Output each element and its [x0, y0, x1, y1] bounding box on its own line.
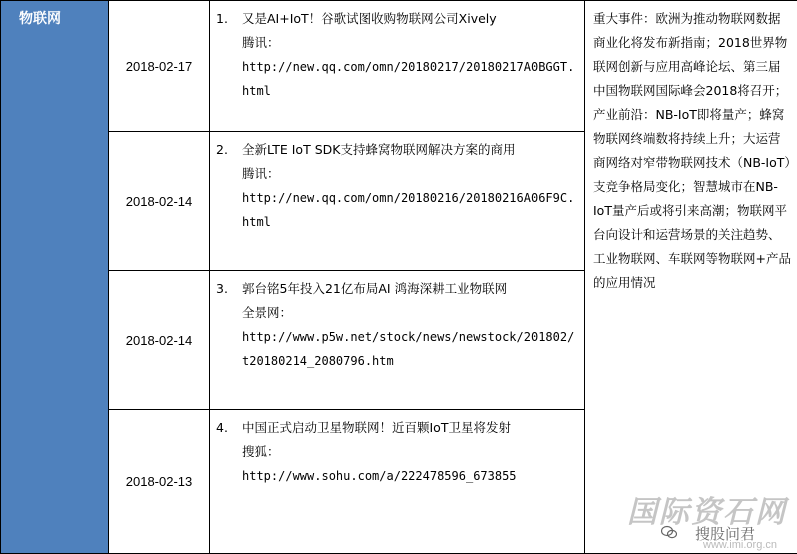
category-label: 物联网 — [19, 11, 61, 27]
watermark-logo: 国际资石网 — [627, 487, 787, 531]
news-title: 全新LTE IoT SDK支持蜂窝物联网解决方案的商用 — [242, 138, 578, 162]
watermark-account: 搜股问君 — [695, 523, 755, 544]
date-text: 2018-02-14 — [126, 333, 193, 348]
date-cell — [109, 1, 210, 132]
news-url-link[interactable]: http://new.qq.com/omn/20180217/20180217A0BGGT.html — [242, 55, 578, 103]
news-item — [210, 410, 585, 554]
news-url-link[interactable]: http://new.qq.com/omn/20180216/20180216A06F9C.html — [242, 186, 578, 234]
summary-text: 重大事件：欧洲为推动物联网数据商业化将发布新指南；2018世界物联网创新与应用高峰论坛、第三届中国物联网国际峰会2018将召开；产业前沿：NB-IoT即将量产；蜂窝物联网终端数将持续上升；大运营商网络对窄带物联网技术（NB-IoT）支竞争格局变化；智慧城市在NB-IoT量产后或将引来高潮；物联网平台向设计和运营场景的关注趋势、工业物联网、车联网等物联网+产品的应用情况 — [593, 7, 791, 295]
news-item — [210, 1, 585, 132]
item-number: 2. — [216, 138, 242, 234]
news-source: 腾讯： — [242, 162, 578, 186]
date-text: 2018-02-13 — [126, 474, 193, 489]
news-source: 全景网： — [242, 301, 578, 325]
news-title: 中国正式启动卫星物联网！近百颗IoT卫星将发射 — [242, 416, 578, 440]
news-title: 郭台铭5年投入21亿布局AI 鸿海深耕工业物联网 — [242, 277, 578, 301]
date-cell — [109, 410, 210, 554]
item-number: 4. — [216, 416, 242, 488]
watermark-url: www.imi.org.cn — [703, 539, 777, 551]
date-text: 2018-02-17 — [126, 59, 193, 74]
news-source: 腾讯： — [242, 31, 578, 55]
date-cell — [109, 271, 210, 410]
item-number: 1. — [216, 7, 242, 103]
news-item — [210, 132, 585, 271]
summary-cell — [585, 1, 797, 554]
category-cell — [1, 1, 109, 554]
news-url-link[interactable]: http://www.p5w.net/stock/news/newstock/201802/t20180214_2080796.htm — [242, 325, 578, 373]
news-source: 搜狐： — [242, 440, 578, 464]
news-title: 又是AI+IoT！谷歌试图收购物联网公司Xively — [242, 7, 578, 31]
date-cell — [109, 132, 210, 271]
news-url-link[interactable]: http://www.sohu.com/a/222478596_673855 — [242, 464, 578, 488]
date-text: 2018-02-14 — [126, 194, 193, 209]
news-item — [210, 271, 585, 410]
item-number: 3. — [216, 277, 242, 373]
